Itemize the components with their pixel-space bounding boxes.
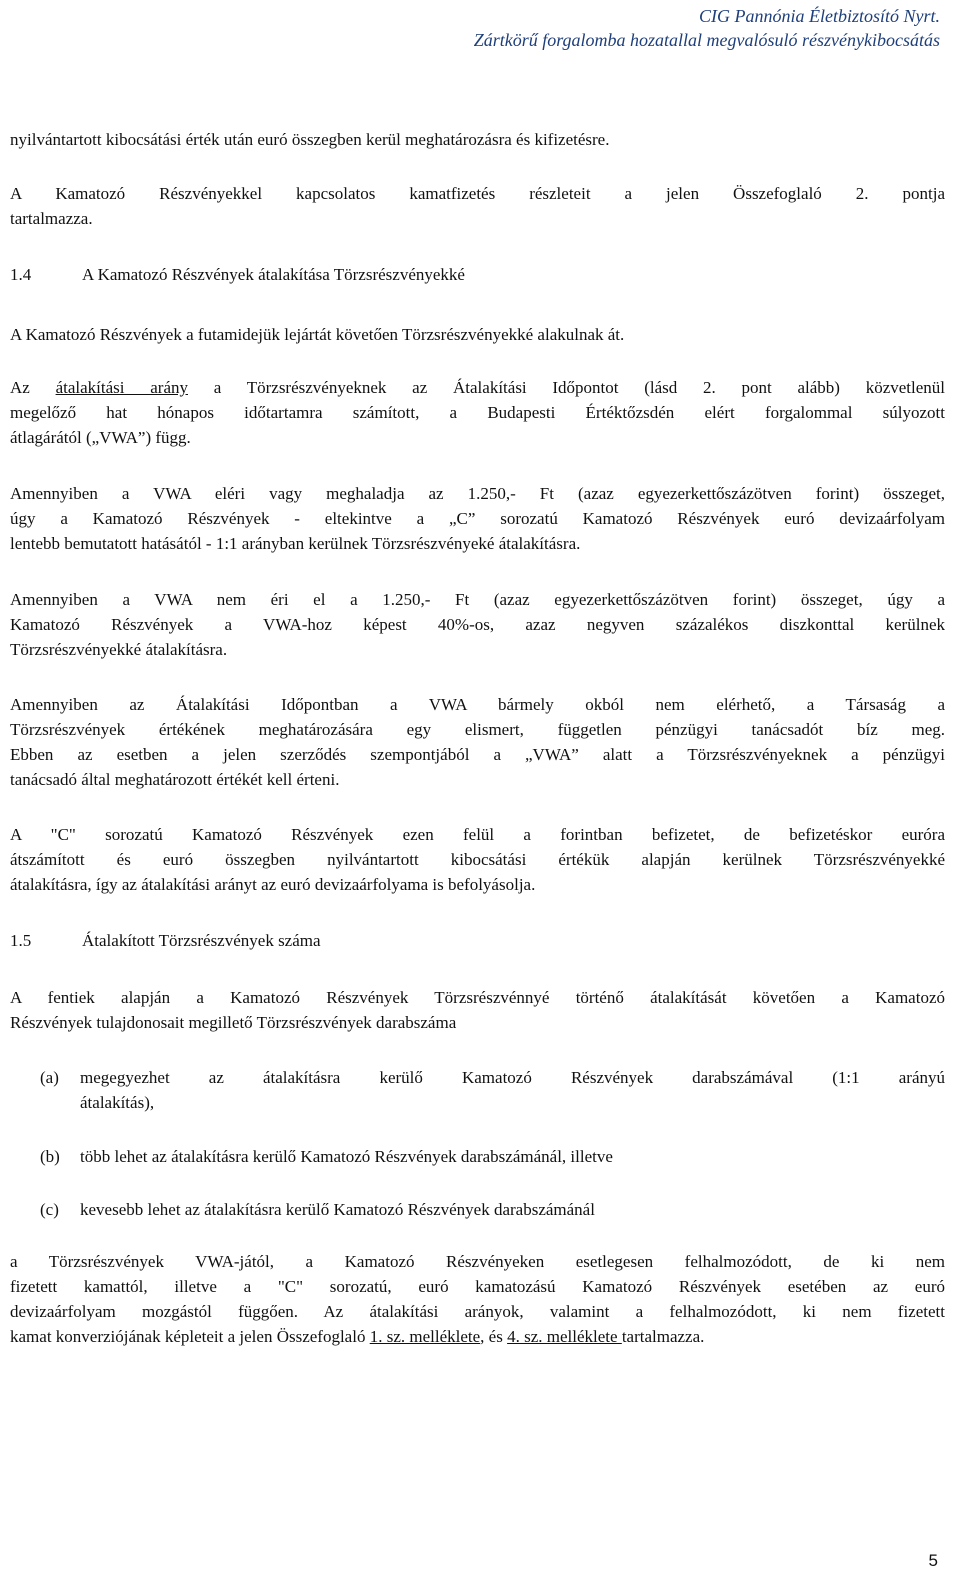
text-line: Törzsrészvények értékének meghatározására egy elismert, független pénzügyi tanácsadót bíz meg.	[10, 720, 945, 739]
text-line: nyilvántartott kibocsátási érték után euró összegben kerül meghatározásra és kifizetésre.	[10, 130, 610, 149]
text-line: átlagárától („VWA”) függ.	[10, 428, 191, 447]
page-header	[474, 4, 940, 52]
text-fragment: Az	[10, 378, 56, 397]
text-line: a Törzsrészvények VWA-jától, a Kamatozó Részvényeken esetlegesen felhalmozódott, de ki nem	[10, 1252, 945, 1271]
text-line	[10, 375, 945, 400]
text-line: megelőző hat hónapos időtartamra számított, a Budapesti Értéktőzsdén elért forgalommal súlyozott	[10, 403, 945, 422]
text-line: tanácsadó által meghatározott értékét kell érteni.	[10, 770, 340, 789]
paragraph-8	[10, 822, 945, 897]
paragraph-6	[10, 587, 945, 662]
text-line: Amennyiben a VWA nem éri el a 1.250,- Ft (azaz egyezerkettőszázötven forint) összeget, úgy a	[10, 590, 945, 609]
annex-4-reference: 4. sz. melléklete	[507, 1327, 622, 1346]
paragraph-2	[10, 181, 945, 231]
paragraph-5	[10, 481, 945, 556]
list-item-label: (c)	[40, 1200, 59, 1219]
page-number: 5	[928, 1551, 938, 1570]
text-fragment: tartalmazza.	[621, 1327, 705, 1346]
underlined-term: átalakítási arány	[55, 378, 188, 397]
text-line: devizaárfolyam mozgástól függően. Az átalakítási arányok, valamint a felhalmozódott, ki nem fizetett	[10, 1302, 945, 1321]
text-line: megegyezhet az átalakításra kerülő Kamatozó Részvények darabszámával (1:1 arányú	[80, 1068, 945, 1087]
text-line: átszámított és euró összegben nyilvántartott kibocsátási értékük alapján kerülnek Törzsrészvényekké	[10, 850, 945, 869]
paragraph-3	[10, 322, 945, 347]
section-title: A Kamatozó Részvények átalakítása Törzsrészvényekké	[82, 265, 465, 284]
list-item	[80, 1065, 945, 1115]
text-line: átalakítás),	[80, 1093, 155, 1112]
list-item	[80, 1197, 945, 1222]
text-line: Amennyiben az Átalakítási Időpontban a VWA bármely okból nem elérhető, a Társaság a	[10, 695, 945, 714]
section-number: 1.5	[10, 931, 32, 950]
paragraph-4	[10, 375, 945, 450]
header-company: CIG Pannónia Életbiztosító Nyrt.	[699, 6, 940, 26]
paragraph-9	[10, 985, 945, 1035]
text-line: kevesebb lehet az átalakításra kerülő Kamatozó Részvények darabszámánál	[80, 1200, 595, 1219]
text-line: tartalmazza.	[10, 209, 93, 228]
text-line: Amennyiben a VWA eléri vagy meghaladja az 1.250,- Ft (azaz egyezerkettőszázötven forint) összeget,	[10, 484, 945, 503]
paragraph-1	[10, 127, 945, 152]
text-fragment: kamat konverziójának képleteit a jelen Összefoglaló	[10, 1327, 370, 1346]
text-line	[10, 1324, 945, 1349]
text-line: A Kamatozó Részvények a futamidejük lejártát követően Törzsrészvényekké alakulnak át.	[10, 325, 625, 344]
text-line: Részvények tulajdonosait megillető Törzsrészvények darabszáma	[10, 1013, 457, 1032]
annex-1-reference: 1. sz. melléklete	[369, 1327, 481, 1346]
list-item-label: (b)	[40, 1147, 60, 1166]
text-line: A fentiek alapján a Kamatozó Részvények Törzsrészvénnyé történő átalakítását követően a Kamatozó	[10, 988, 945, 1007]
text-line: fizetett kamattól, illetve a "C" sorozatú, euró kamatozású Kamatozó Részvények esetében az euró	[10, 1277, 945, 1296]
text-line: Törzsrészvényekké átalakításra.	[10, 640, 228, 659]
paragraph-10	[10, 1249, 945, 1349]
text-line: A Kamatozó Részvényekkel kapcsolatos kamatfizetés részleteit a jelen Összefoglaló 2. pontja	[10, 184, 945, 203]
text-line: átalakításra, így az átalakítási arányt az euró devizaárfolyama is befolyásolja.	[10, 875, 536, 894]
text-line: lentebb bemutatott hatásától - 1:1 arányban kerülnek Törzsrészvényeké átalakításra.	[10, 534, 581, 553]
section-number: 1.4	[10, 265, 32, 284]
section-title: Átalakított Törzsrészvények száma	[82, 931, 321, 950]
list-item	[80, 1144, 945, 1169]
paragraph-7	[10, 692, 945, 792]
text-line: Kamatozó Részvények a VWA-hoz képest 40%-os, azaz negyven százalékos diszkonttal kerülnek	[10, 615, 945, 634]
text-fragment: a Törzsrészvényeknek az Átalakítási Időpontot (lásd 2. pont alább) közvetlenül	[188, 378, 946, 397]
text-line: Ebben az esetben a jelen szerződés szempontjából a „VWA” alatt a Törzsrészvényeknek a pénzügyi	[10, 745, 945, 764]
text-fragment: , és	[480, 1327, 508, 1346]
text-line: A "C" sorozatú Kamatozó Részvények ezen felül a forintban befizetet, de befizetéskor euróra	[10, 825, 945, 844]
list-item-label: (a)	[40, 1068, 59, 1087]
text-line: úgy a Kamatozó Részvények - eltekintve a „C” sorozatú Kamatozó Részvények euró devizaárfolyam	[10, 509, 945, 528]
header-subtitle: Zártkörű forgalomba hozatallal megvalósuló részvénykibocsátás	[473, 30, 940, 50]
text-line: több lehet az átalakításra kerülő Kamatozó Részvények darabszámánál, illetve	[80, 1147, 613, 1166]
